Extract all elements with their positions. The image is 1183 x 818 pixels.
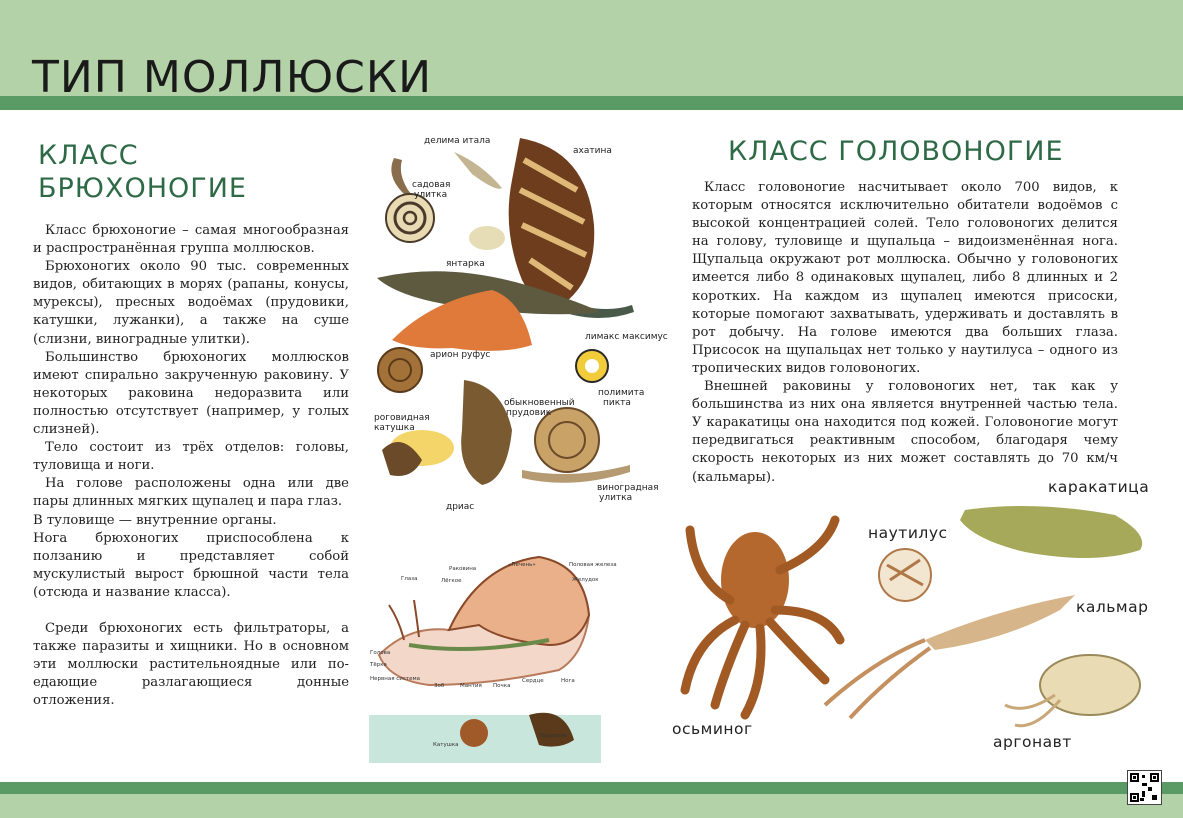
anatomy-label: Раковина — [449, 566, 477, 572]
squid-body — [925, 595, 1075, 650]
label-delima: делима итала — [424, 136, 491, 146]
cuttlefish-body — [960, 506, 1142, 558]
footer-band — [0, 794, 1183, 818]
brown-snail — [378, 348, 422, 392]
small-slug — [454, 152, 502, 189]
label-common-pond-2: прудовик — [506, 408, 552, 418]
label-grape-snail: виноградная — [597, 483, 659, 493]
anatomy-label: Зоб — [434, 683, 445, 689]
label-octopus: осьминог — [672, 720, 753, 738]
anatomy-label: Желудок — [572, 577, 599, 583]
label-polymita-2: пикта — [603, 398, 631, 408]
cephalopods-heading: КЛАСС ГОЛОВОНОГИЕ — [728, 136, 1064, 167]
gastropods-paragraph: Нога брюхоногих приспособлена к ползанию и представляет собой мускулистый вырост брюшной части тела (отсюда и название класса). — [33, 530, 349, 600]
label-ramshorn: роговидная — [374, 413, 430, 423]
label-squid: кальмар — [1076, 598, 1149, 616]
anatomy-label: Нервная система — [370, 676, 421, 682]
anatomy-label: Тёрка — [370, 662, 387, 668]
anatomy-label: Почка — [493, 683, 511, 689]
gastropods-paragraph: На голове расположены одна или две пары длинных мягких щупалец и пара глаз. — [33, 476, 349, 510]
cephalopods-paragraph: Класс головоногие насчитывает около 700 видов, к которым относятся исключительно обитатели водоёмов с высокой концентрацией солей. Тело головоногих делится на голову, туловище и щупальца – видоизменённая нога. Щупальца окружают рот моллюска. Обычно у головоногих имеется либо 8 одинаковых щупалец, либо 8 длинных и 2 коротких. На каждом из щупалец имеются присоски, которые помогают захватывать, удерживать и доставлять в рот добычу. На голове имеются два больших глаза. Присосок на щупальцах нет только у наутилуса – одного из тропических видов головоногих. — [692, 180, 1118, 376]
gastropods-paragraph: В туловище — внутренние органы. — [33, 512, 277, 528]
paragraph-gap — [33, 602, 349, 620]
gastropods-paragraph: Большинство брюхоногих моллюсков имеют спирально закрученную раковину. У некоторых раковина недоразвита или полностью отсутствует (например, у голых слизней). — [33, 349, 349, 438]
anatomy-label: Лёгкое — [441, 578, 462, 584]
gastropods-paragraph: Брюхоногих около 90 тыс. современных видов, обитающих в морях (рапаны, конусы, мурексы), пресных водоёмах (прудовики, катушки, лужанки), а также на суше (слизни, виноградные улитки). — [33, 259, 349, 347]
pond-label-catushka: Катушка — [433, 742, 459, 748]
pond-snail-shell — [461, 380, 512, 485]
label-achatina: ахатина — [573, 146, 612, 156]
label-grape-snail-2: улитка — [599, 493, 633, 503]
label-ramshorn-2: катушка — [374, 423, 415, 433]
pond-label-prudovik: Прудовик — [539, 733, 568, 739]
label-drias: дриас — [446, 502, 475, 512]
page-title: ТИП МОЛЛЮСКИ — [32, 52, 433, 103]
gastropods-heading-line1: КЛАСС — [38, 140, 139, 171]
amber-snail — [469, 226, 505, 250]
anatomy-label: Голова — [370, 650, 391, 656]
pond-snail-catushka — [460, 719, 488, 747]
anatomy-label: Нога — [561, 678, 575, 684]
label-arion: арион руфус — [430, 350, 491, 360]
gastropods-paragraph: Класс брюхоногие – самая многообразная и распространённая группа моллюсков. — [33, 223, 349, 257]
gastropods-paragraph: Среди брюхоногих есть фильтраторы, а также паразиты и хищники. Но в основном эти моллюски растительноядные или по-едающие разлагающиеся донные отложения. — [33, 620, 349, 709]
gastropods-paragraph: Тело состоит из трёх отделов: головы, туловища и ноги. — [33, 440, 349, 474]
gastropods-heading-line2: БРЮХОНОГИЕ — [38, 173, 247, 204]
label-polymita: полимита — [598, 388, 645, 398]
cephalopods-text — [692, 179, 1118, 487]
anatomy-label: Половая железа — [569, 562, 617, 568]
footer-stripe — [0, 782, 1183, 794]
anatomy-label: Глаза — [401, 576, 418, 582]
garden-snail-shell — [386, 194, 434, 242]
label-argonaut: аргонавт — [993, 733, 1072, 751]
cephalopods-paragraph: Внешней раковины у головоногих нет, так как у большинства из них она является внутренней частью тела. У каракатицы она находится под кожей. Головоногие могут передвигаться реактивным способом, благодаря чему скорость некоторых из них может составлять до 70 км/ч (кальмары). — [692, 379, 1118, 485]
label-limax: лимакс максимус — [585, 332, 668, 342]
label-garden-snail: садовая — [412, 180, 451, 190]
label-garden-snail-2: улитка — [414, 190, 448, 200]
anatomy-label: Сердце — [522, 678, 544, 684]
qr-code[interactable] — [1127, 770, 1162, 805]
label-common-pond: обыкновенный — [504, 398, 575, 408]
gastropods-text — [33, 222, 349, 710]
label-amber: янтарка — [446, 259, 485, 269]
label-nautilus: наутилус — [868, 524, 948, 542]
label-cuttlefish: каракатица — [1048, 478, 1150, 496]
anatomy-label: «Печень» — [508, 562, 536, 568]
anatomy-label: Мантия — [460, 683, 482, 689]
